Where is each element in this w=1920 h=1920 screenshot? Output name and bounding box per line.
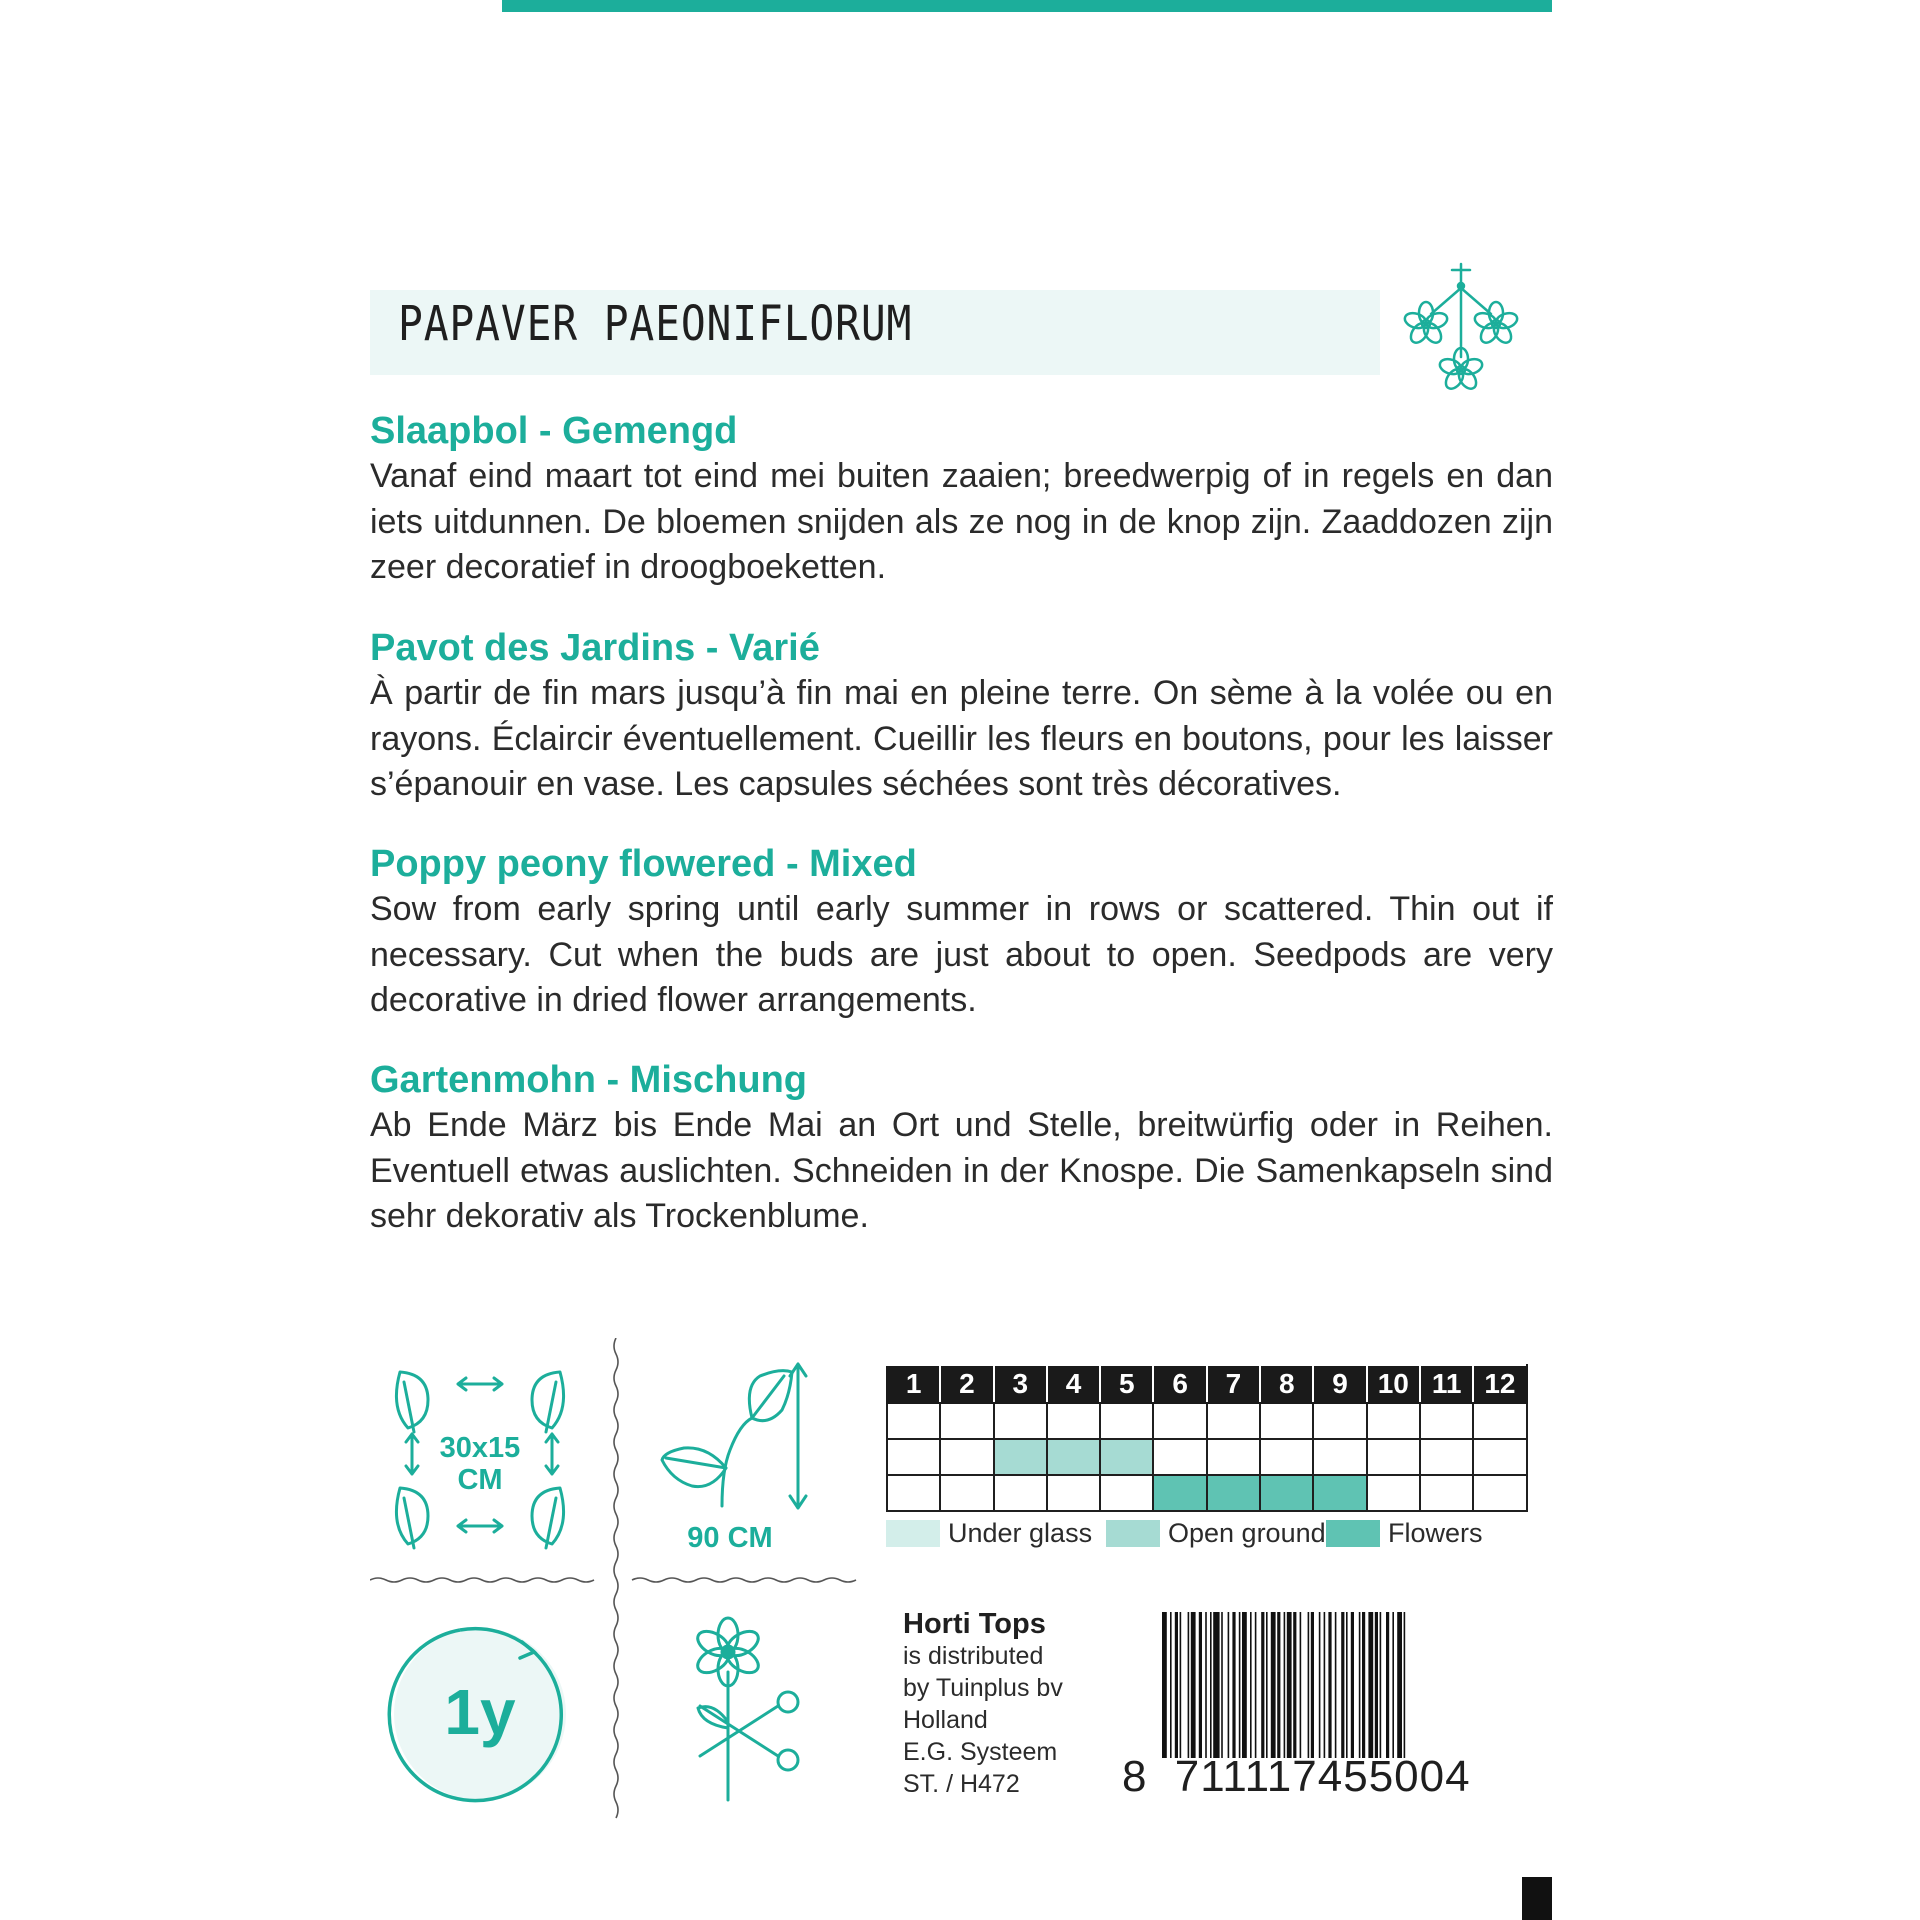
section-english xyxy=(370,841,1553,1024)
calendar-cell xyxy=(1473,1475,1526,1511)
barcode-bar xyxy=(1386,1612,1389,1758)
calendar-cell xyxy=(1100,1439,1153,1475)
barcode-bar xyxy=(1261,1612,1264,1758)
calendar-open-ground-row xyxy=(887,1439,1527,1475)
barcode-bar xyxy=(1242,1612,1247,1758)
month-header: 7 xyxy=(1207,1365,1260,1403)
section-body: Vanaf eind maart tot eind mei buiten zaaien; breedwerpig of in regels en dan iets uitdunnen. De bloemen snijden als ze nog in de knop zijn. Zaaddozen zijn zeer decoratief in droogboeketten. xyxy=(370,457,1553,586)
calendar-cell xyxy=(1420,1403,1473,1439)
barcode-bar xyxy=(1293,1612,1296,1758)
month-header: 2 xyxy=(940,1365,993,1403)
sowing-calendar xyxy=(886,1364,1528,1512)
barcode-bar xyxy=(1213,1612,1219,1758)
legend-swatch-open-ground xyxy=(1106,1520,1160,1547)
barcode-bar xyxy=(1250,1612,1252,1758)
barcode-bar xyxy=(1271,1612,1276,1758)
barcode-bar xyxy=(1191,1612,1196,1758)
calendar-cell xyxy=(940,1475,993,1511)
barcode-bar xyxy=(1180,1612,1182,1758)
barcode-bar xyxy=(1284,1612,1286,1758)
plant-height-value: 90 CM xyxy=(687,1522,773,1554)
calendar-cell xyxy=(887,1403,940,1439)
barcode-digits: 711117455004 xyxy=(1174,1752,1471,1801)
barcode-bar xyxy=(1205,1612,1207,1758)
barcode-bar xyxy=(1397,1612,1402,1758)
page-title: PAPAVER PAEONIFLORUM xyxy=(398,296,913,352)
barcode-bar xyxy=(1359,1612,1361,1758)
calendar-cell xyxy=(1260,1475,1313,1511)
calendar-cell xyxy=(887,1475,940,1511)
barcode-bar xyxy=(1199,1612,1202,1758)
calendar-cell xyxy=(1260,1403,1313,1439)
plant-height-icon xyxy=(650,1360,830,1515)
calendar-cell xyxy=(1047,1475,1100,1511)
barcode-bar xyxy=(1170,1612,1172,1758)
distributor-line: Holland xyxy=(903,1706,988,1734)
section-german xyxy=(370,1057,1553,1240)
calendar-cell xyxy=(887,1439,940,1475)
calendar-cell xyxy=(1367,1475,1420,1511)
month-header: 11 xyxy=(1420,1365,1473,1403)
calendar-cell xyxy=(994,1403,1047,1439)
barcode-bar xyxy=(1375,1612,1378,1758)
calendar-cell xyxy=(940,1403,993,1439)
month-header: 6 xyxy=(1153,1365,1206,1403)
barcode-bar xyxy=(1162,1612,1167,1758)
month-header: 1 xyxy=(887,1365,940,1403)
brand-name: Horti Tops xyxy=(903,1608,1046,1640)
barcode-bar xyxy=(1287,1612,1292,1758)
calendar-cell xyxy=(1100,1475,1153,1511)
calendar-cell xyxy=(1260,1439,1313,1475)
calendar-cell xyxy=(1367,1439,1420,1475)
lifecycle-label: 1y xyxy=(444,1676,516,1748)
calendar-cell xyxy=(994,1475,1047,1511)
barcode-number xyxy=(1122,1752,1471,1802)
month-header: 8 xyxy=(1260,1365,1313,1403)
legend-under-glass: Under glass xyxy=(948,1518,1093,1548)
section-dutch xyxy=(370,408,1553,591)
barcode-bar xyxy=(1300,1612,1302,1758)
hanging-flowers-icon xyxy=(1396,262,1526,400)
top-accent-bar xyxy=(502,0,1552,12)
barcode-bar xyxy=(1277,1612,1280,1758)
barcode-bar xyxy=(1324,1612,1326,1758)
legend-swatch-under-glass xyxy=(886,1520,940,1547)
barcode-bar xyxy=(1266,1612,1268,1758)
section-french xyxy=(370,625,1553,808)
calendar-cell xyxy=(1047,1439,1100,1475)
month-header: 4 xyxy=(1047,1365,1100,1403)
barcode-bar xyxy=(1351,1612,1354,1758)
calendar-cell xyxy=(1473,1403,1526,1439)
distributor-line: by Tuinplus bv xyxy=(903,1674,1063,1702)
spacing-dimensions: 30x15 xyxy=(439,1432,521,1464)
spacing-unit: CM xyxy=(457,1464,503,1496)
legend-flowers: Flowers xyxy=(1388,1518,1483,1548)
barcode-bar xyxy=(1239,1612,1241,1758)
calendar-cell xyxy=(994,1439,1047,1475)
month-header: 10 xyxy=(1367,1365,1420,1403)
spacing-value xyxy=(420,1432,540,1496)
calendar-cell xyxy=(1207,1475,1260,1511)
section-heading: Poppy peony flowered - Mixed xyxy=(370,843,917,885)
barcode-bar xyxy=(1228,1612,1230,1758)
barcode-bar xyxy=(1255,1612,1257,1758)
month-header: 12 xyxy=(1473,1365,1526,1403)
calendar-cell xyxy=(1313,1403,1366,1439)
barcode-bar xyxy=(1368,1612,1373,1758)
barcode-bar xyxy=(1311,1612,1314,1758)
barcode-bar xyxy=(1232,1612,1235,1758)
calendar-cell xyxy=(1473,1439,1526,1475)
barcode-bar xyxy=(1328,1612,1331,1758)
calendar-cell xyxy=(1047,1403,1100,1439)
barcode-bar xyxy=(1346,1612,1348,1758)
section-body: Sow from early spring until early summer in rows or scattered. Thin out if necessary. Cut when the buds are just about to open. Seedpods are very decorative in dried flower arrangements. xyxy=(370,890,1553,1019)
calendar-flowers-row xyxy=(887,1475,1527,1511)
barcode-bar xyxy=(1175,1612,1178,1758)
barcode-bar xyxy=(1308,1612,1310,1758)
distributor-info xyxy=(903,1608,1063,1800)
distributor-line: ST. / H472 xyxy=(903,1770,1020,1798)
barcode xyxy=(1162,1612,1552,1758)
calendar-cell xyxy=(1420,1439,1473,1475)
legend-open-ground: Open ground xyxy=(1168,1518,1326,1548)
calendar-under-glass-row xyxy=(887,1403,1527,1439)
calendar-cell xyxy=(1207,1439,1260,1475)
calendar-cell xyxy=(1207,1403,1260,1439)
barcode-bar xyxy=(1392,1612,1394,1758)
barcode-bar xyxy=(1380,1612,1382,1758)
calendar-cell xyxy=(940,1439,993,1475)
section-heading: Gartenmohn - Mischung xyxy=(370,1059,807,1101)
corner-mark xyxy=(1522,1877,1552,1920)
barcode-bar xyxy=(1210,1612,1212,1758)
barcode-bar xyxy=(1335,1612,1337,1758)
section-body: À partir de fin mars jusqu’à fin mai en pleine terre. On sème à la volée ou en rayons. Éclaircir éventuellement. Cueillir les fleurs en boutons, pour les laisser s’épanouir en vase. Les capsules séchées sont très décoratives. xyxy=(370,674,1553,803)
section-heading: Slaapbol - Gemengd xyxy=(370,410,738,452)
barcode-bar xyxy=(1341,1612,1344,1758)
calendar-cell xyxy=(1153,1475,1206,1511)
distributor-line: E.G. Systeem xyxy=(903,1738,1058,1766)
barcode-bar xyxy=(1319,1612,1321,1758)
cut-flower-icon xyxy=(680,1610,810,1805)
barcode-bar xyxy=(1362,1612,1365,1758)
section-body: Ab Ende März bis Ende Mai an Ort und Stelle, breitwürfig oder in Reihen. Eventuell etwas auslichten. Schneiden in der Knospe. Die Samenkapseln sind sehr dekorativ als Trockenblume. xyxy=(370,1106,1553,1235)
section-heading: Pavot des Jardins - Varié xyxy=(370,627,820,669)
month-header: 5 xyxy=(1100,1365,1153,1403)
calendar-cell xyxy=(1153,1403,1206,1439)
barcode-first-digit: 8 xyxy=(1122,1752,1148,1801)
calendar-cell xyxy=(1313,1439,1366,1475)
calendar-cell xyxy=(1100,1403,1153,1439)
barcode-bar xyxy=(1221,1612,1223,1758)
legend-swatch-flowers xyxy=(1326,1520,1380,1547)
calendar-cell xyxy=(1153,1439,1206,1475)
calendar-cell xyxy=(1367,1403,1420,1439)
month-header: 9 xyxy=(1313,1365,1366,1403)
barcode-bar xyxy=(1188,1612,1190,1758)
calendar-cell xyxy=(1420,1475,1473,1511)
calendar-months-row xyxy=(887,1365,1527,1403)
month-header: 3 xyxy=(994,1365,1047,1403)
barcode-bar xyxy=(1404,1612,1406,1758)
distributor-line: is distributed xyxy=(903,1642,1044,1670)
calendar-cell xyxy=(1313,1475,1366,1511)
horizontal-divider xyxy=(370,1576,860,1584)
annual-lifecycle-icon xyxy=(382,1612,582,1812)
